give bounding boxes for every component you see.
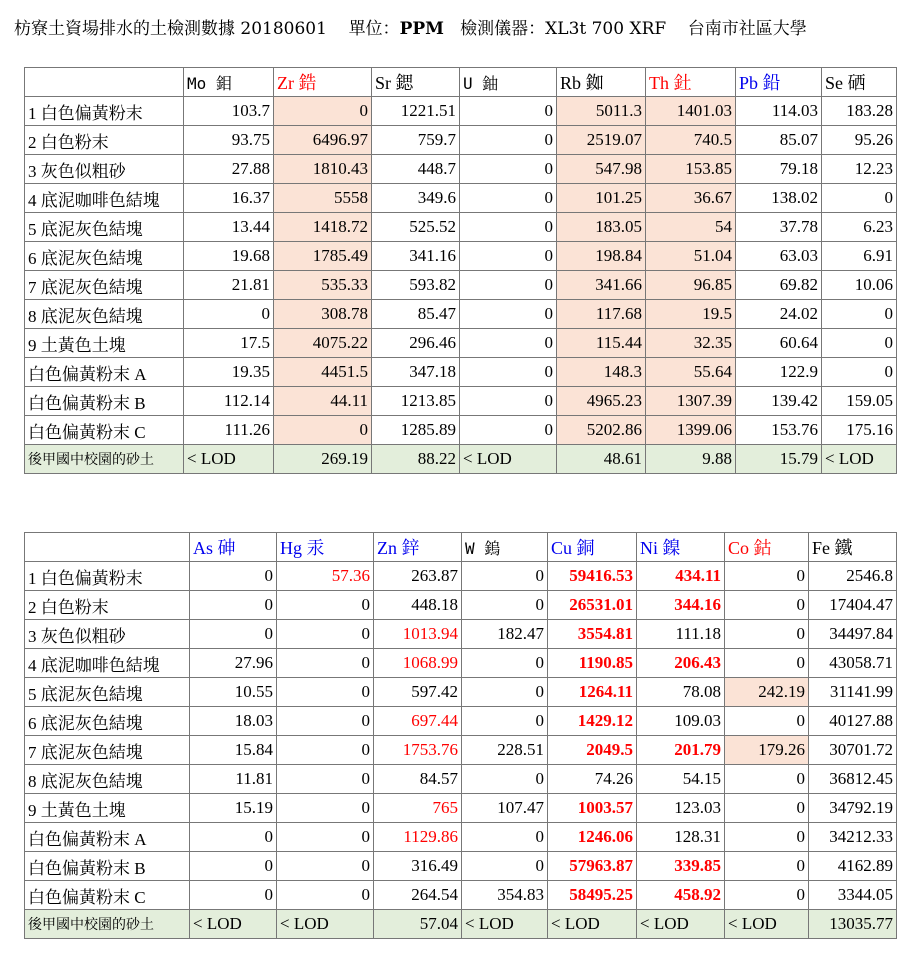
value-cell: 0 xyxy=(277,794,374,823)
value-cell: 114.03 xyxy=(736,97,822,126)
value-cell: 0 xyxy=(460,387,557,416)
lod-value-cell: 9.88 xyxy=(646,445,736,474)
value-cell: 308.78 xyxy=(274,300,372,329)
table-row xyxy=(25,271,897,300)
value-cell: 1810.43 xyxy=(274,155,372,184)
sample-label: 6 底泥灰色結塊 xyxy=(25,242,184,271)
col-header-zr: Zr 鋯 xyxy=(274,68,372,97)
col-header-co: Co 鈷 xyxy=(725,533,809,562)
lod-value-cell: 269.19 xyxy=(274,445,372,474)
value-cell: 12.23 xyxy=(822,155,897,184)
value-cell: 0 xyxy=(725,620,809,649)
table-row xyxy=(25,852,897,881)
value-cell: 0 xyxy=(462,562,548,591)
table-row xyxy=(25,562,897,591)
table-row xyxy=(25,794,897,823)
value-cell: 740.5 xyxy=(646,126,736,155)
sample-label: 4 底泥咖啡色結塊 xyxy=(25,649,190,678)
value-cell: 59416.53 xyxy=(548,562,637,591)
value-cell: 37.78 xyxy=(736,213,822,242)
value-cell: 1246.06 xyxy=(548,823,637,852)
value-cell: 344.16 xyxy=(637,591,725,620)
value-cell: 26531.01 xyxy=(548,591,637,620)
table-row xyxy=(25,881,897,910)
table-row xyxy=(25,620,897,649)
value-cell: 30701.72 xyxy=(809,736,897,765)
col-header-se: Se 硒 xyxy=(822,68,897,97)
value-cell: 153.76 xyxy=(736,416,822,445)
value-cell: 1785.49 xyxy=(274,242,372,271)
value-cell: 0 xyxy=(190,881,277,910)
sample-label: 7 底泥灰色結塊 xyxy=(25,271,184,300)
value-cell: 593.82 xyxy=(372,271,460,300)
value-cell: 0 xyxy=(822,358,897,387)
sample-label: 1 白色偏黃粉末 xyxy=(25,97,184,126)
value-cell: 1429.12 xyxy=(548,707,637,736)
sample-label: 白色偏黃粉末 C xyxy=(25,416,184,445)
value-cell: 40127.88 xyxy=(809,707,897,736)
value-cell: 0 xyxy=(460,300,557,329)
value-cell: 78.08 xyxy=(637,678,725,707)
corner-cell xyxy=(25,533,190,562)
value-cell: 228.51 xyxy=(462,736,548,765)
value-cell: 765 xyxy=(374,794,462,823)
value-cell: 448.18 xyxy=(374,591,462,620)
value-cell: 79.18 xyxy=(736,155,822,184)
value-cell: 19.5 xyxy=(646,300,736,329)
value-cell: 109.03 xyxy=(637,707,725,736)
value-cell: 0 xyxy=(725,852,809,881)
value-cell: 0 xyxy=(725,562,809,591)
value-cell: 0 xyxy=(822,300,897,329)
table-row xyxy=(25,707,897,736)
value-cell: 58495.25 xyxy=(548,881,637,910)
value-cell: 1399.06 xyxy=(646,416,736,445)
value-cell: 139.42 xyxy=(736,387,822,416)
lod-value-cell: < LOD xyxy=(184,445,274,474)
value-cell: 60.64 xyxy=(736,329,822,358)
value-cell: 15.84 xyxy=(190,736,277,765)
value-cell: 0 xyxy=(190,620,277,649)
value-cell: 0 xyxy=(725,881,809,910)
value-cell: 138.02 xyxy=(736,184,822,213)
sample-label: 9 土黃色土塊 xyxy=(25,794,190,823)
lod-value-cell: < LOD xyxy=(460,445,557,474)
value-cell: 122.9 xyxy=(736,358,822,387)
value-cell: 6496.97 xyxy=(274,126,372,155)
value-cell: 0 xyxy=(462,707,548,736)
lod-value-cell: 57.04 xyxy=(374,910,462,939)
sample-label: 白色偏黃粉末 B xyxy=(25,852,190,881)
table-row xyxy=(25,387,897,416)
lod-label: 後甲國中校園的砂土 xyxy=(25,445,184,474)
value-cell: 69.82 xyxy=(736,271,822,300)
title-main: 枋寮土資場排水的土檢測數據 20180601 xyxy=(14,19,327,39)
value-cell: 85.47 xyxy=(372,300,460,329)
col-header-ni: Ni 鎳 xyxy=(637,533,725,562)
sample-label: 3 灰色似粗砂 xyxy=(25,155,184,184)
value-cell: 448.7 xyxy=(372,155,460,184)
value-cell: 11.81 xyxy=(190,765,277,794)
value-cell: 17404.47 xyxy=(809,591,897,620)
table-row xyxy=(25,155,897,184)
value-cell: 10.55 xyxy=(190,678,277,707)
value-cell: 0 xyxy=(277,881,374,910)
value-cell: 4451.5 xyxy=(274,358,372,387)
value-cell: 153.85 xyxy=(646,155,736,184)
table-row xyxy=(25,358,897,387)
value-cell: 1753.76 xyxy=(374,736,462,765)
value-cell: 179.26 xyxy=(725,736,809,765)
element-table-2 xyxy=(24,532,897,939)
value-cell: 0 xyxy=(822,329,897,358)
value-cell: 1013.94 xyxy=(374,620,462,649)
value-cell: 0 xyxy=(462,678,548,707)
lod-value-cell: 88.22 xyxy=(372,445,460,474)
value-cell: 0 xyxy=(277,823,374,852)
col-header-hg: Hg 汞 xyxy=(277,533,374,562)
value-cell: 0 xyxy=(277,678,374,707)
value-cell: 0 xyxy=(274,97,372,126)
value-cell: 547.98 xyxy=(557,155,646,184)
value-cell: 19.35 xyxy=(184,358,274,387)
value-cell: 0 xyxy=(725,794,809,823)
sample-label: 6 底泥灰色結塊 xyxy=(25,707,190,736)
value-cell: 24.02 xyxy=(736,300,822,329)
value-cell: 0 xyxy=(190,852,277,881)
value-cell: 74.26 xyxy=(548,765,637,794)
element-table-1 xyxy=(24,67,897,474)
value-cell: 111.18 xyxy=(637,620,725,649)
col-header-mo: Mo 鉬 xyxy=(184,68,274,97)
sample-label: 2 白色粉末 xyxy=(25,591,190,620)
value-cell: 264.54 xyxy=(374,881,462,910)
col-header-w: W 鎢 xyxy=(462,533,548,562)
value-cell: 95.26 xyxy=(822,126,897,155)
sample-label: 5 底泥灰色結塊 xyxy=(25,213,184,242)
col-header-rb: Rb 銣 xyxy=(557,68,646,97)
value-cell: 1068.99 xyxy=(374,649,462,678)
value-cell: 597.42 xyxy=(374,678,462,707)
value-cell: 159.05 xyxy=(822,387,897,416)
lod-reference-row xyxy=(25,910,897,939)
lod-label: 後甲國中校園的砂土 xyxy=(25,910,190,939)
value-cell: 349.6 xyxy=(372,184,460,213)
value-cell: 0 xyxy=(190,562,277,591)
value-cell: 0 xyxy=(725,823,809,852)
col-header-cu: Cu 銅 xyxy=(548,533,637,562)
table-row xyxy=(25,765,897,794)
col-header-as: As 砷 xyxy=(190,533,277,562)
value-cell: 5202.86 xyxy=(557,416,646,445)
value-cell: 198.84 xyxy=(557,242,646,271)
col-header-u: U 鈾 xyxy=(460,68,557,97)
value-cell: 697.44 xyxy=(374,707,462,736)
value-cell: 0 xyxy=(460,184,557,213)
table-header-row xyxy=(25,68,897,97)
value-cell: 115.44 xyxy=(557,329,646,358)
value-cell: 32.35 xyxy=(646,329,736,358)
lod-reference-row xyxy=(25,445,897,474)
value-cell: 183.28 xyxy=(822,97,897,126)
value-cell: 4075.22 xyxy=(274,329,372,358)
value-cell: 2519.07 xyxy=(557,126,646,155)
lod-value-cell: < LOD xyxy=(277,910,374,939)
value-cell: 759.7 xyxy=(372,126,460,155)
table-row xyxy=(25,126,897,155)
sample-label: 8 底泥灰色結塊 xyxy=(25,300,184,329)
table-row xyxy=(25,329,897,358)
value-cell: 3554.81 xyxy=(548,620,637,649)
instrument-info: 檢測儀器：XL3t 700 XRF xyxy=(460,19,667,39)
value-cell: 36812.45 xyxy=(809,765,897,794)
value-cell: 103.7 xyxy=(184,97,274,126)
value-cell: 347.18 xyxy=(372,358,460,387)
sample-label: 4 底泥咖啡色結塊 xyxy=(25,184,184,213)
value-cell: 111.26 xyxy=(184,416,274,445)
lod-value-cell: 13035.77 xyxy=(809,910,897,939)
value-cell: 57.36 xyxy=(277,562,374,591)
value-cell: 525.52 xyxy=(372,213,460,242)
value-cell: 1129.86 xyxy=(374,823,462,852)
value-cell: 34212.33 xyxy=(809,823,897,852)
value-cell: 341.16 xyxy=(372,242,460,271)
value-cell: 112.14 xyxy=(184,387,274,416)
table-row xyxy=(25,300,897,329)
value-cell: 0 xyxy=(460,329,557,358)
value-cell: 0 xyxy=(462,591,548,620)
table-row xyxy=(25,213,897,242)
value-cell: 36.67 xyxy=(646,184,736,213)
sample-label: 5 底泥灰色結塊 xyxy=(25,678,190,707)
sample-label: 7 底泥灰色結塊 xyxy=(25,736,190,765)
value-cell: 0 xyxy=(460,155,557,184)
value-cell: 0 xyxy=(190,591,277,620)
value-cell: 0 xyxy=(274,416,372,445)
value-cell: 128.31 xyxy=(637,823,725,852)
value-cell: 0 xyxy=(277,620,374,649)
value-cell: 354.83 xyxy=(462,881,548,910)
value-cell: 4162.89 xyxy=(809,852,897,881)
value-cell: 54 xyxy=(646,213,736,242)
value-cell: 183.05 xyxy=(557,213,646,242)
value-cell: 6.23 xyxy=(822,213,897,242)
sample-label: 1 白色偏黃粉末 xyxy=(25,562,190,591)
lod-value-cell: 15.79 xyxy=(736,445,822,474)
sample-label: 9 土黃色土塊 xyxy=(25,329,184,358)
value-cell: 19.68 xyxy=(184,242,274,271)
lod-value-cell: < LOD xyxy=(637,910,725,939)
table-row xyxy=(25,416,897,445)
value-cell: 10.06 xyxy=(822,271,897,300)
value-cell: 0 xyxy=(460,242,557,271)
value-cell: 57963.87 xyxy=(548,852,637,881)
value-cell: 296.46 xyxy=(372,329,460,358)
value-cell: 18.03 xyxy=(190,707,277,736)
value-cell: 15.19 xyxy=(190,794,277,823)
value-cell: 175.16 xyxy=(822,416,897,445)
value-cell: 0 xyxy=(822,184,897,213)
col-header-pb: Pb 鉛 xyxy=(736,68,822,97)
value-cell: 1190.85 xyxy=(548,649,637,678)
value-cell: 107.47 xyxy=(462,794,548,823)
value-cell: 96.85 xyxy=(646,271,736,300)
value-cell: 93.75 xyxy=(184,126,274,155)
value-cell: 0 xyxy=(277,765,374,794)
value-cell: 434.11 xyxy=(637,562,725,591)
value-cell: 0 xyxy=(460,271,557,300)
value-cell: 5558 xyxy=(274,184,372,213)
value-cell: 43058.71 xyxy=(809,649,897,678)
value-cell: 31141.99 xyxy=(809,678,897,707)
value-cell: 16.37 xyxy=(184,184,274,213)
value-cell: 1221.51 xyxy=(372,97,460,126)
table-row xyxy=(25,591,897,620)
value-cell: 1307.39 xyxy=(646,387,736,416)
value-cell: 339.85 xyxy=(637,852,725,881)
value-cell: 0 xyxy=(277,707,374,736)
value-cell: 0 xyxy=(725,591,809,620)
value-cell: 117.68 xyxy=(557,300,646,329)
unit-label: 單位： xyxy=(348,19,400,39)
table-row xyxy=(25,184,897,213)
value-cell: 84.57 xyxy=(374,765,462,794)
table-row xyxy=(25,97,897,126)
value-cell: 1285.89 xyxy=(372,416,460,445)
value-cell: 1213.85 xyxy=(372,387,460,416)
value-cell: 1401.03 xyxy=(646,97,736,126)
col-header-zn: Zn 鋅 xyxy=(374,533,462,562)
sample-label: 8 底泥灰色結塊 xyxy=(25,765,190,794)
value-cell: 535.33 xyxy=(274,271,372,300)
value-cell: 263.87 xyxy=(374,562,462,591)
value-cell: 201.79 xyxy=(637,736,725,765)
value-cell: 51.04 xyxy=(646,242,736,271)
value-cell: 341.66 xyxy=(557,271,646,300)
sample-label: 白色偏黃粉末 B xyxy=(25,387,184,416)
value-cell: 3344.05 xyxy=(809,881,897,910)
table-row xyxy=(25,649,897,678)
lod-value-cell: < LOD xyxy=(548,910,637,939)
table-row xyxy=(25,678,897,707)
col-header-th: Th 釷 xyxy=(646,68,736,97)
table-row xyxy=(25,736,897,765)
value-cell: 34497.84 xyxy=(809,620,897,649)
sample-label: 3 灰色似粗砂 xyxy=(25,620,190,649)
value-cell: 182.47 xyxy=(462,620,548,649)
value-cell: 5011.3 xyxy=(557,97,646,126)
value-cell: 55.64 xyxy=(646,358,736,387)
value-cell: 4965.23 xyxy=(557,387,646,416)
value-cell: 54.15 xyxy=(637,765,725,794)
value-cell: 17.5 xyxy=(184,329,274,358)
value-cell: 101.25 xyxy=(557,184,646,213)
value-cell: 13.44 xyxy=(184,213,274,242)
lod-value-cell: < LOD xyxy=(822,445,897,474)
value-cell: 0 xyxy=(462,765,548,794)
value-cell: 458.92 xyxy=(637,881,725,910)
value-cell: 316.49 xyxy=(374,852,462,881)
col-header-sr: Sr 鍶 xyxy=(372,68,460,97)
value-cell: 0 xyxy=(460,126,557,155)
corner-cell xyxy=(25,68,184,97)
value-cell: 21.81 xyxy=(184,271,274,300)
value-cell: 6.91 xyxy=(822,242,897,271)
value-cell: 148.3 xyxy=(557,358,646,387)
lod-value-cell: < LOD xyxy=(725,910,809,939)
sample-label: 2 白色粉末 xyxy=(25,126,184,155)
report-title xyxy=(14,14,914,39)
table-row xyxy=(25,242,897,271)
col-header-fe: Fe 鐵 xyxy=(809,533,897,562)
value-cell: 1418.72 xyxy=(274,213,372,242)
value-cell: 0 xyxy=(460,213,557,242)
sample-label: 白色偏黃粉末 A xyxy=(25,823,190,852)
value-cell: 27.96 xyxy=(190,649,277,678)
value-cell: 206.43 xyxy=(637,649,725,678)
value-cell: 0 xyxy=(462,852,548,881)
lod-value-cell: < LOD xyxy=(190,910,277,939)
value-cell: 85.07 xyxy=(736,126,822,155)
lod-value-cell: < LOD xyxy=(462,910,548,939)
value-cell: 0 xyxy=(725,649,809,678)
value-cell: 0 xyxy=(725,707,809,736)
value-cell: 0 xyxy=(462,823,548,852)
value-cell: 123.03 xyxy=(637,794,725,823)
value-cell: 0 xyxy=(277,591,374,620)
value-cell: 2049.5 xyxy=(548,736,637,765)
value-cell: 0 xyxy=(460,416,557,445)
value-cell: 0 xyxy=(277,649,374,678)
value-cell: 0 xyxy=(190,823,277,852)
value-cell: 44.11 xyxy=(274,387,372,416)
value-cell: 0 xyxy=(460,358,557,387)
sample-label: 白色偏黃粉末 C xyxy=(25,881,190,910)
value-cell: 0 xyxy=(462,649,548,678)
value-cell: 0 xyxy=(460,97,557,126)
value-cell: 27.88 xyxy=(184,155,274,184)
lod-value-cell: 48.61 xyxy=(557,445,646,474)
value-cell: 2546.8 xyxy=(809,562,897,591)
unit-value: PPM xyxy=(399,19,444,39)
value-cell: 0 xyxy=(184,300,274,329)
value-cell: 63.03 xyxy=(736,242,822,271)
value-cell: 0 xyxy=(277,852,374,881)
value-cell: 1003.57 xyxy=(548,794,637,823)
value-cell: 242.19 xyxy=(725,678,809,707)
organization: 台南市社區大學 xyxy=(687,19,807,39)
table-header-row xyxy=(25,533,897,562)
sample-label: 白色偏黃粉末 A xyxy=(25,358,184,387)
value-cell: 34792.19 xyxy=(809,794,897,823)
table-row xyxy=(25,823,897,852)
value-cell: 0 xyxy=(725,765,809,794)
value-cell: 0 xyxy=(277,736,374,765)
value-cell: 1264.11 xyxy=(548,678,637,707)
